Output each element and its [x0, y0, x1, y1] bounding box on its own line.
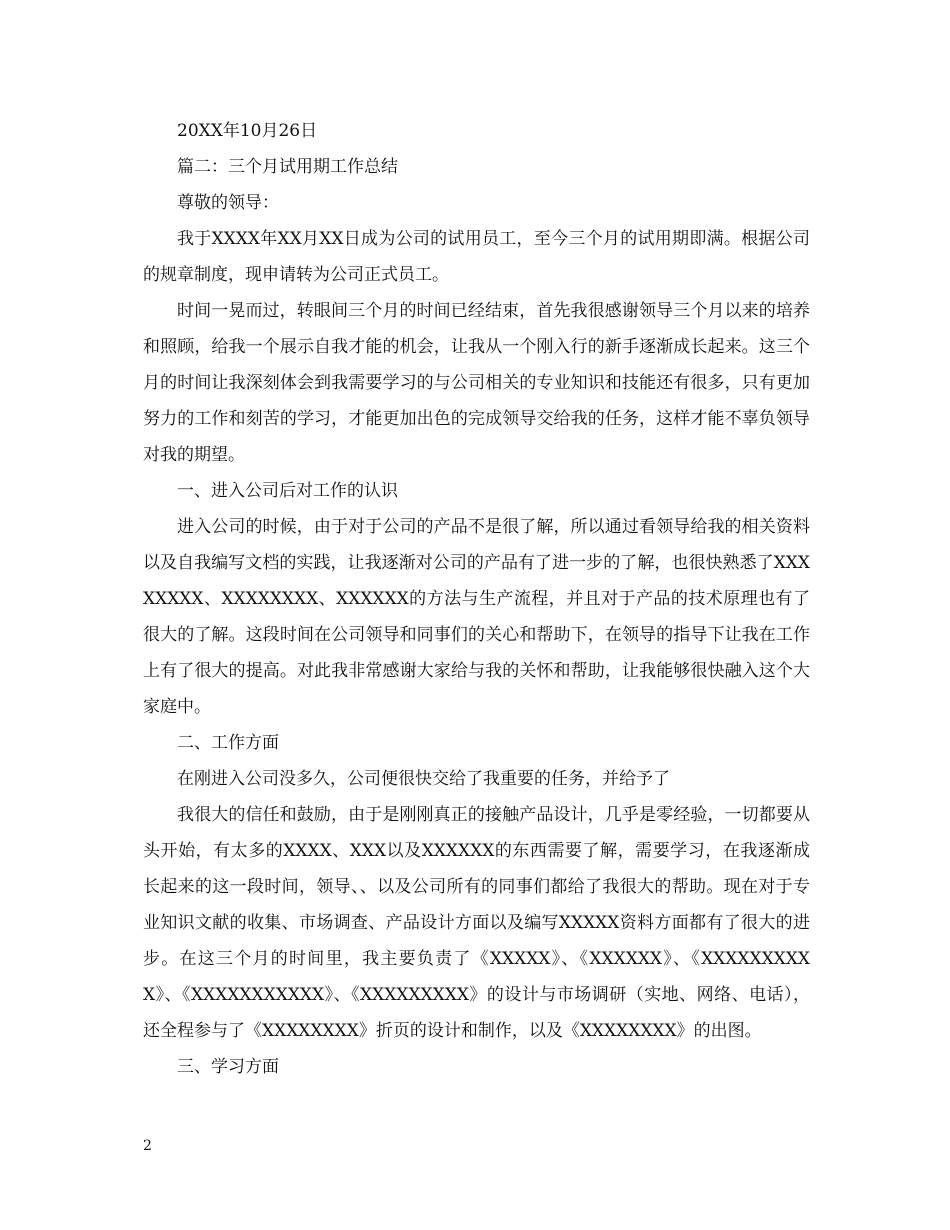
body-paragraph: 我于XXXX年XX月XX日成为公司的试用员工，至今三个月的试用期即满。根据公司的规章制度，现申请转为公司正式员工。	[143, 229, 810, 285]
section-heading: 三、学习方面	[177, 1057, 279, 1077]
section-heading: 一、进入公司后对工作的认识	[177, 481, 398, 501]
body-paragraph: 进入公司的时候，由于对于公司的产品不是很了解，所以通过看领导给我的相关资料以及自我编写文档的实践，让我逐渐对公司的产品有了进一步的了解，也很快熟悉了XXXXXXXX、XXXXXXXX、XXXXXX的方法与生产流程，并且对于产品的技术原理也有了很大的了解。这段时间在公司领导和同事们的关心和帮助下，在领导的指导下让我在工作上有了很大的提高。对此我非常感谢大家给与我的关怀和帮助，让我能够很快融入这个大家庭中。	[143, 517, 810, 717]
section-title: 篇二：三个月试用期工作总结	[177, 157, 398, 177]
salutation: 尊敬的领导：	[177, 193, 279, 213]
document-body	[143, 113, 810, 1085]
body-paragraph: 在刚进入公司没多久，公司便很快交给了我重要的任务，并给予了	[177, 769, 670, 789]
section-heading: 二、工作方面	[177, 733, 279, 753]
date-line: 20XX年10月26日	[177, 121, 318, 141]
page-number: 2	[143, 1138, 152, 1154]
body-paragraph: 时间一晃而过，转眼间三个月的时间已经结束，首先我很感谢领导三个月以来的培养和照顾，给我一个展示自我才能的机会，让我从一个刚入行的新手逐渐成长起来。这三个月的时间让我深刻体会到我需要学习的与公司相关的专业知识和技能还有很多，只有更加努力的工作和刻苦的学习，才能更加出色的完成领导交给我的任务，这样才能不辜负领导对我的期望。	[143, 301, 810, 465]
body-paragraph: 我很大的信任和鼓励，由于是刚刚真正的接触产品设计，几乎是零经验，一切都要从头开始，有太多的XXXX、XXX以及XXXXXX的东西需要了解，需要学习，在我逐渐成长起来的这一段时间，领导、、以及公司所有的同事们都给了我很大的帮助。现在对于专业知识文献的收集、市场调查、产品设计方面以及编写XXXXX资料方面都有了很大的进步。在这三个月的时间里，我主要负责了《XXXXX》、《XXXXXX》、《XXXXXXXXXX》、《XXXXXXXXXXX》、《XXXXXXXXX》的设计与市场调研（实地、网络、电话），还全程参与了《XXXXXXXX》折页的设计和制作，以及《XXXXXXXX》的出图。	[143, 805, 810, 1041]
